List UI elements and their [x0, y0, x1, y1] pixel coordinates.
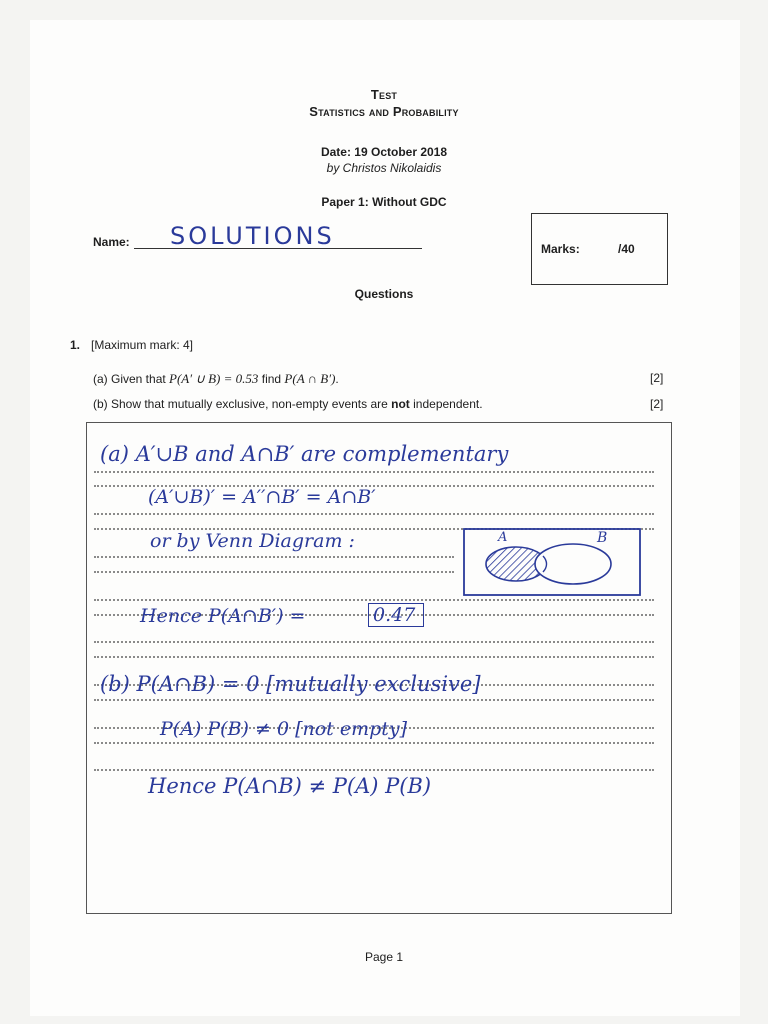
test-title: Test — [370, 87, 398, 102]
part-b-suffix: independent. — [409, 397, 483, 411]
question-part-a — [93, 371, 339, 387]
part-a-suffix: . — [335, 372, 339, 386]
part-a-prefix: (a) Given that — [93, 372, 170, 386]
part-b-emph: not — [391, 397, 410, 411]
part-a-expr2: P(A ∩ B′) — [284, 371, 336, 386]
writing-line — [94, 769, 654, 771]
writing-line — [94, 656, 654, 658]
marks-total: /40 — [618, 242, 635, 256]
max-mark: [Maximum mark: 4] — [91, 338, 194, 352]
writing-line — [94, 556, 454, 558]
part-b-prefix: (b) Show that mutually exclusive, non-empty events are — [93, 397, 392, 411]
question-number: 1. — [70, 338, 81, 352]
part-a-marks: [2] — [650, 371, 664, 385]
subject-title: Statistics and Probability — [309, 104, 459, 119]
part-a-mid: find — [258, 372, 285, 386]
paper-title: Paper 1: Without GDC — [321, 195, 447, 209]
writing-line — [94, 599, 654, 601]
page-number: Page 1 — [364, 950, 404, 964]
name-label: Name: — [93, 235, 130, 249]
venn-label-a: A — [498, 530, 508, 545]
section-title: Questions — [354, 287, 414, 301]
solution-line-3: or by Venn Diagram : — [150, 530, 355, 552]
name-value: SOLUTIONS — [170, 222, 335, 250]
exam-date: Date: 19 October 2018 — [320, 145, 448, 159]
solution-answer-boxed: 0.47 — [368, 603, 424, 627]
solution-line-5: (b) P(A∩B) = 0 [mutually exclusive] — [100, 672, 481, 696]
solution-line-7: Hence P(A∩B) ≠ P(A) P(B) — [148, 774, 432, 798]
part-b-marks: [2] — [650, 397, 664, 411]
writing-line — [94, 571, 454, 573]
writing-line — [94, 742, 654, 744]
solution-line-2: (A′∪B)′ = A′′∩B′ = A∩B′ — [148, 486, 376, 508]
writing-line — [94, 641, 654, 643]
solution-line-4: Hence P(A∩B′) = — [140, 605, 306, 627]
solution-line-1: (a) A′∪B and A∩B′ are complementary — [100, 442, 509, 466]
solution-line-6: P(A) P(B) ≠ 0 [not empty] — [160, 718, 408, 740]
exam-author: by Christos Nikolaidis — [326, 161, 442, 175]
writing-line — [94, 699, 654, 701]
venn-diagram — [463, 528, 641, 596]
marks-box — [531, 213, 668, 285]
venn-label-b: B — [597, 530, 608, 546]
writing-line — [94, 513, 654, 515]
part-a-expr1: P(A′ ∪ B) = 0.53 — [169, 371, 259, 386]
writing-line — [94, 471, 654, 473]
marks-label: Marks: — [541, 242, 580, 256]
question-part-b — [93, 397, 483, 411]
